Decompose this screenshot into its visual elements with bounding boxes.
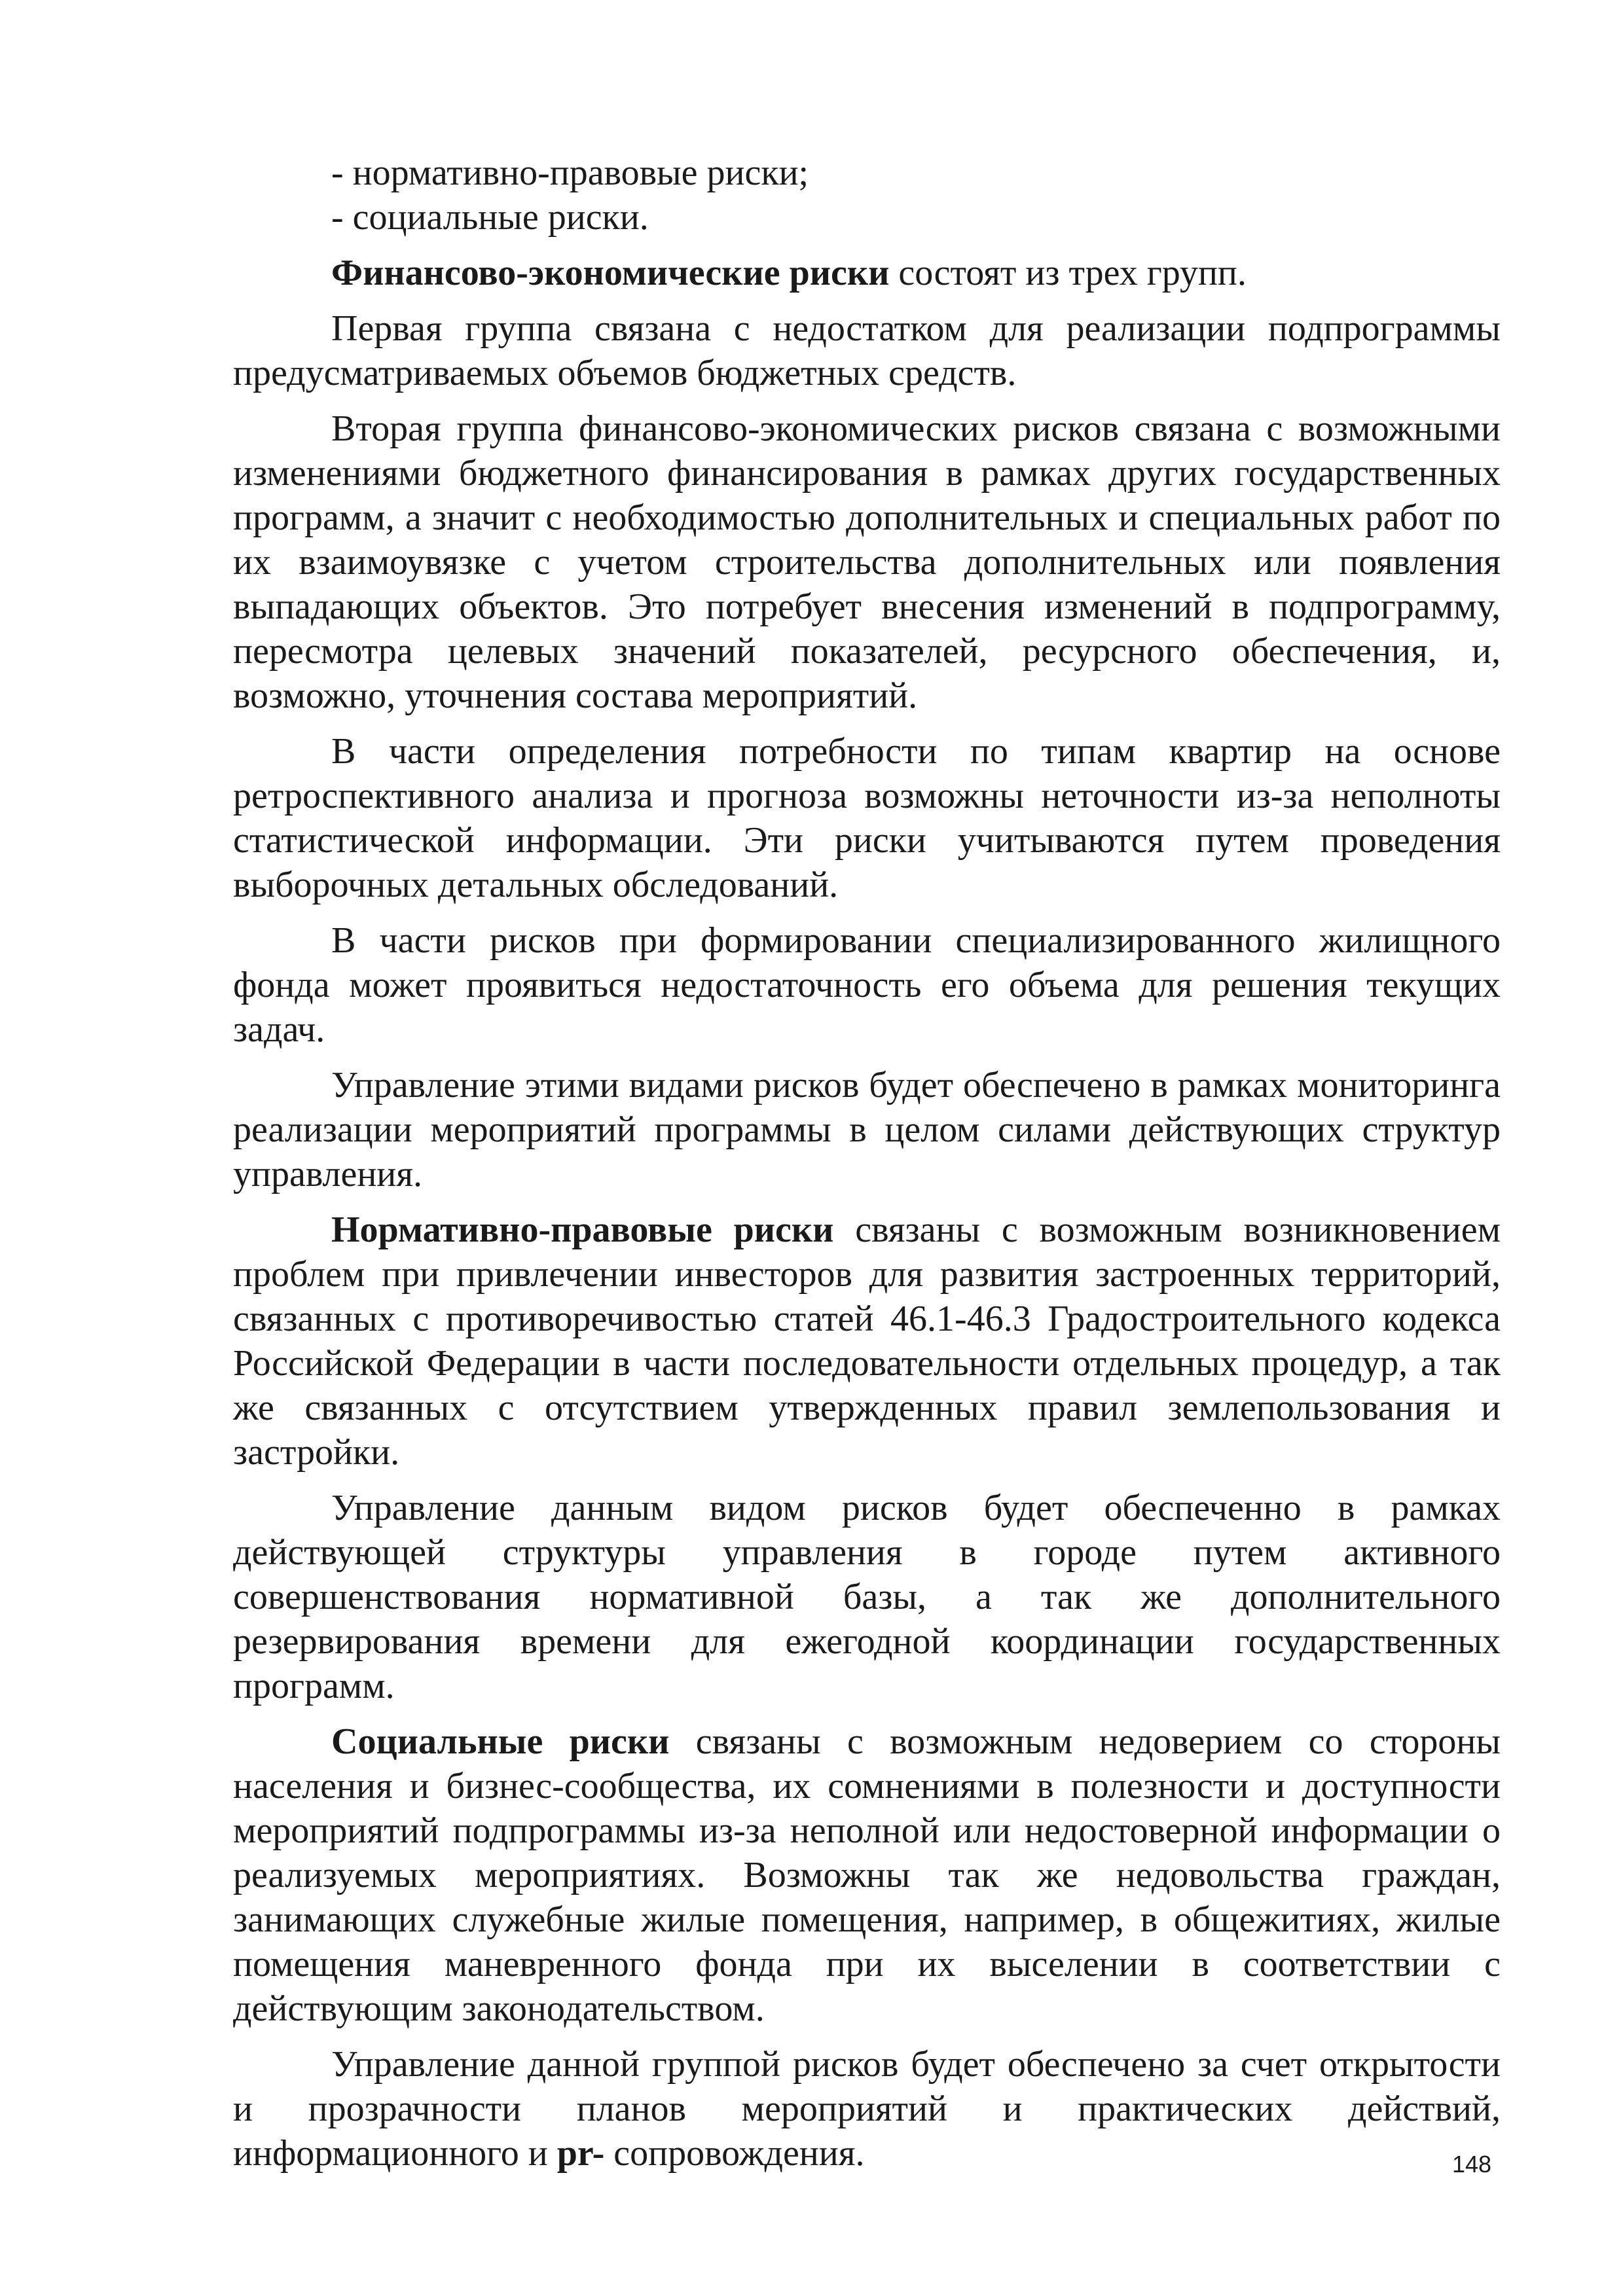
paragraph-text: Управление данным видом рисков будет обеспеченно в рамках действующей структуры управления в городе путем активного совершенствования нормативной базы, а так же дополнительного резервирования времени для ежегодной координации государственных программ. bbox=[233, 1488, 1501, 1706]
paragraph-text: связаны с возможным недоверием со стороны населения и бизнес-сообщества, их сомнениями в полезности и доступности мероприятий подпрограммы из-за неполной или недостоверной информации о реализуемых мероприятиях. Возможны так же недовольства граждан, занимающих служебные жилые помещения, например, в общежитиях, жилые помещения маневренного фонда при их выселении в соответствии с действующим законодательством. bbox=[233, 1721, 1501, 2029]
document-page bbox=[233, 151, 1501, 2187]
paragraph-social-management bbox=[233, 2042, 1501, 2176]
paragraph-text: состоят из трех групп. bbox=[889, 253, 1247, 293]
paragraph-text: связаны с возможным возникновением проблем при привлечении инвесторов для развития застроенных территорий, связанных с противоречивостью статей 46.1-46.3 Градостроительного кодекса Российской Федерации в части последовательности отдельных процедур, а так же связанных с отсутствием утвержденных правил землепользования и застройки. bbox=[233, 1210, 1501, 1473]
paragraph-financial-risks bbox=[233, 251, 1501, 295]
list-item-social-risks: - социальные риски. bbox=[331, 197, 649, 238]
paragraph-text: Вторая группа финансово-экономических рисков связана с возможными изменениями бюджетного финансирования в рамках других государственных программ, а значит с необходимостью дополнительных и специальных работ по их взаимоувязке с учетом строительства дополнительных или появления выпадающих объектов. Это потребует внесения изменений в подпрограмму, пересмотра целевых значений показателей, ресурсного обеспечения, и, возможно, уточнения состава мероприятий. bbox=[233, 408, 1501, 716]
paragraph-legal-management bbox=[233, 1486, 1501, 1708]
paragraph-text: Управление данной группой рисков будет обеспечено за счет открытости и прозрачности планов мероприятий и практических действий, информационного и bbox=[233, 2044, 1501, 2174]
paragraph-text: сопровождения. bbox=[604, 2133, 865, 2174]
list-item-legal-risks: - нормативно-правовые риски; bbox=[331, 152, 809, 193]
paragraph-text: В части рисков при формировании специализированного жилищного фонда может проявиться недостаточность его объема для решения текущих задач. bbox=[233, 920, 1501, 1050]
paragraph-first-group bbox=[233, 306, 1501, 395]
paragraph-housing-fund bbox=[233, 918, 1501, 1052]
page-number: 148 bbox=[1452, 2151, 1492, 2178]
paragraph-text: В части определения потребности по типам квартир на основе ретроспективного анализа и прогноза возможны неточности из-за неполноты статистической информации. Эти риски учитываются путем проведения выборочных детальных обследований. bbox=[233, 731, 1501, 905]
heading-legal-risks: Нормативно-правовые риски bbox=[331, 1210, 834, 1250]
paragraph-risk-management bbox=[233, 1063, 1501, 1196]
paragraph-apartment-types bbox=[233, 729, 1501, 907]
paragraph-social-risks bbox=[233, 1719, 1501, 2031]
heading-financial-risks: Финансово-экономические риски bbox=[331, 253, 890, 293]
heading-social-risks: Социальные риски bbox=[331, 1721, 670, 1762]
pr-term: pr- bbox=[556, 2133, 605, 2174]
paragraph-text: Управление этими видами рисков будет обеспечено в рамках мониторинга реализации мероприятий программы в целом силами действующих структур управления. bbox=[233, 1065, 1501, 1194]
paragraph-text: Первая группа связана с недостатком для реализации подпрограммы предусматриваемых объемов бюджетных средств. bbox=[233, 308, 1501, 393]
paragraph-second-group bbox=[233, 406, 1501, 718]
paragraph-legal-risks bbox=[233, 1208, 1501, 1475]
